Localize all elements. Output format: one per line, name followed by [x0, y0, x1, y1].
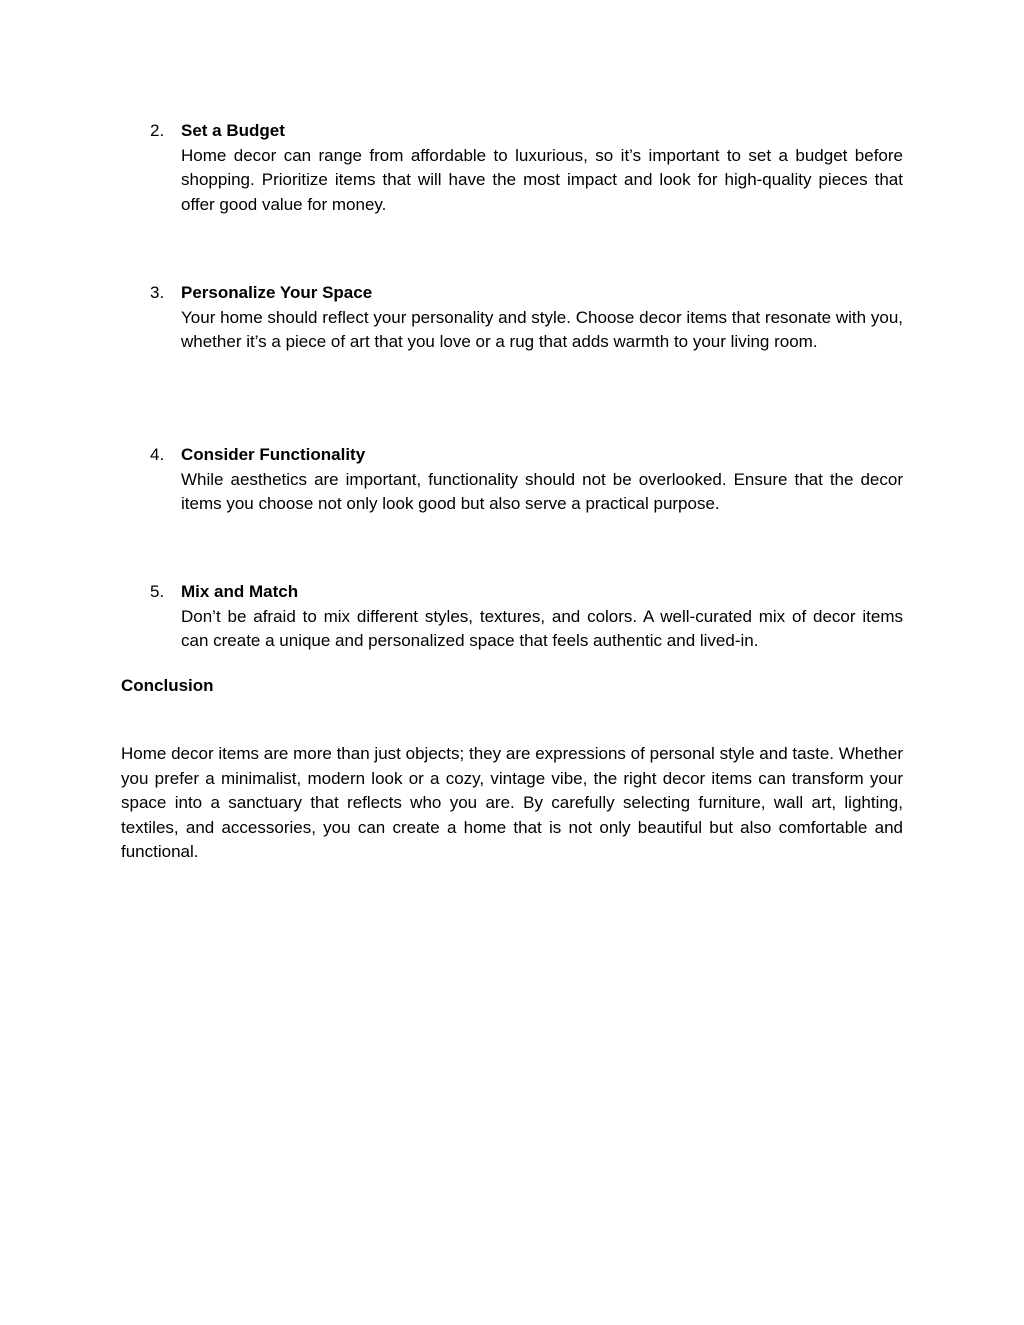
list-item-content [181, 119, 903, 217]
list-item-body: While aesthetics are important, functionality should not be overlooked. Ensure that the decor items you choose not only look good but also serve a practical purpose. [181, 469, 903, 513]
list-item-number: 5. [150, 582, 165, 601]
list-item-content [181, 580, 903, 654]
list-item-heading: Mix and Match [181, 582, 299, 601]
list-item-number: 4. [150, 445, 165, 464]
list-item-body: Don’t be afraid to mix different styles, textures, and colors. A well-curated mix of decor items can create a unique and personalized space that feels authentic and lived-in. [181, 606, 903, 650]
list-item-number: 2. [150, 121, 165, 140]
conclusion-paragraph: Home decor items are more than just objects; they are expressions of personal style and taste. Whether you prefer a minimalist, modern look or a cozy, vintage vibe, the right decor items can transform your space into a sanctuary that reflects who you are. By carefully selecting furniture, wall art, lighting, textiles, and accessories, you can create a home that is not only beautiful but also comfortable and functional. [121, 744, 903, 861]
list-item-heading: Consider Functionality [181, 445, 366, 464]
list-item-body: Your home should reflect your personality and style. Choose decor items that resonate with you, whether it’s a piece of art that you love or a rug that adds warmth to your living room. [181, 307, 903, 351]
list-item-heading: Personalize Your Space [181, 283, 373, 302]
list-item-number: 3. [150, 283, 165, 302]
list-item-content [181, 443, 903, 517]
conclusion-heading: Conclusion [121, 676, 214, 695]
list-item-heading: Set a Budget [181, 121, 285, 140]
list-item-body: Home decor can range from affordable to luxurious, so it’s important to set a budget before shopping. Prioritize items that will have the most impact and look for high-quality pieces that offer good value for money. [181, 145, 903, 214]
list-item-content [181, 281, 903, 355]
